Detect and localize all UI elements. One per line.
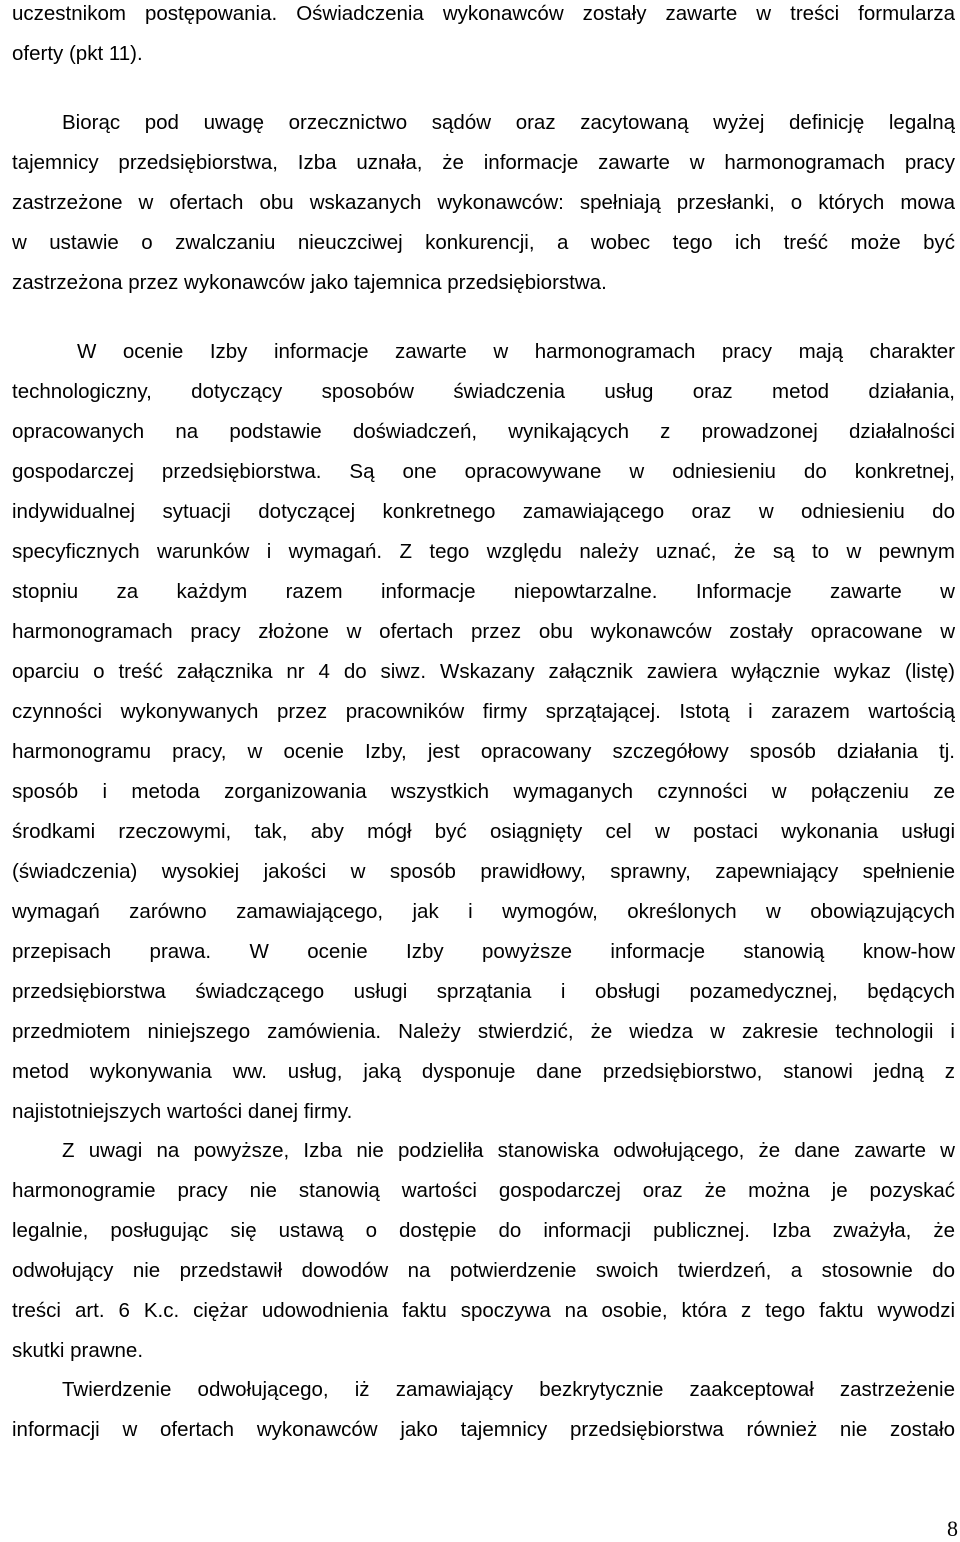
paragraph-line: skutki prawne. xyxy=(12,1339,144,1362)
paragraph-line: Biorąc pod uwagę orzecznictwo sądów oraz zacytowaną wyżej definicję legalną xyxy=(62,111,955,134)
paragraph-line: zastrzeżone w ofertach obu wskazanych wykonawców: spełniają przesłanki, o których mowa xyxy=(12,191,955,214)
paragraph-line: przedsiębiorstwa świadczącego usługi sprzątania i obsługi pozamedycznej, będących xyxy=(12,980,955,1003)
paragraph-line: opracowanych na podstawie doświadczeń, wynikających z prowadzonej działalności xyxy=(12,420,955,443)
paragraph-line: specyficznych warunków i wymagań. Z tego względu należy uznać, że są to w pewnym xyxy=(12,540,955,563)
paragraph-line: wymagań zarówno zamawiającego, jak i wymogów, określonych w obowiązujących xyxy=(12,900,955,923)
paragraph-line: czynności wykonywanych przez pracowników firmy sprzątającej. Istotą i zarazem wartością xyxy=(12,700,955,723)
paragraph-line: stopniu za każdym razem informacje niepowtarzalne. Informacje zawarte w xyxy=(12,580,955,603)
paragraph-line: indywidualnej sytuacji dotyczącej konkretnego zamawiającego oraz w odniesieniu do xyxy=(12,500,955,523)
paragraph-line: sposób i metoda zorganizowania wszystkich wymaganych czynności w połączeniu ze xyxy=(12,780,955,803)
paragraph-line: najistotniejszych wartości danej firmy. xyxy=(12,1100,353,1123)
paragraph-line: przedmiotem niniejszego zamówienia. Należy stwierdzić, że wiedza w zakresie technologii i xyxy=(12,1020,955,1043)
paragraph-line: zastrzeżona przez wykonawców jako tajemnica przedsiębiorstwa. xyxy=(12,271,607,294)
paragraph-line: (świadczenia) wysokiej jakości w sposób prawidłowy, sprawny, zapewniający spełnienie xyxy=(12,860,955,883)
paragraph-line: środkami rzeczowymi, tak, aby mógł być osiągnięty cel w postaci wykonania usługi xyxy=(12,820,955,843)
paragraph-line: legalnie, posługując się ustawą o dostępie do informacji publicznej. Izba zważyła, że xyxy=(12,1219,955,1242)
paragraph-line: metod wykonywania ww. usług, jaką dysponuje dane przedsiębiorstwo, stanowi jedną z xyxy=(12,1060,955,1083)
paragraph-line: informacji w ofertach wykonawców jako tajemnicy przedsiębiorstwa również nie zostało xyxy=(12,1418,955,1441)
paragraph-line: harmonogramu pracy, w ocenie Izby, jest opracowany szczegółowy sposób działania tj. xyxy=(12,740,955,763)
paragraph-line: harmonogramach pracy złożone w ofertach przez obu wykonawców zostały opracowane w xyxy=(12,620,955,643)
paragraph-line: technologiczny, dotyczący sposobów świadczenia usług oraz metod działania, xyxy=(12,380,955,403)
paragraph-line: oferty (pkt 11). xyxy=(12,42,143,65)
paragraph-line: przepisach prawa. W ocenie Izby powyższe informacje stanowią know-how xyxy=(12,940,955,963)
paragraph-line: harmonogramie pracy nie stanowią wartości gospodarczej oraz że można je pozyskać xyxy=(12,1179,955,1202)
paragraph-line: W ocenie Izby informacje zawarte w harmonogramach pracy mają charakter xyxy=(77,340,955,363)
paragraph-line: tajemnicy przedsiębiorstwa, Izba uznała, że informacje zawarte w harmonogramach pracy xyxy=(12,151,955,174)
paragraph-line: oparciu o treść załącznika nr 4 do siwz. Wskazany załącznik zawiera wyłącznie wykaz (listę) xyxy=(12,660,955,683)
paragraph-line: gospodarczej przedsiębiorstwa. Są one opracowywane w odniesieniu do konkretnej, xyxy=(12,460,955,483)
paragraph-line: w ustawie o zwalczaniu nieuczciwej konkurencji, a wobec tego ich treść może być xyxy=(12,231,955,254)
paragraph-line: treści art. 6 K.c. ciężar udowodnienia faktu spoczywa na osobie, która z tego faktu wywodzi xyxy=(12,1299,955,1322)
paragraph-line: Twierdzenie odwołującego, iż zamawiający bezkrytycznie zaakceptował zastrzeżenie xyxy=(62,1378,955,1401)
page-number: 8 xyxy=(947,1516,958,1541)
paragraph-line: Z uwagi na powyższe, Izba nie podzieliła stanowiska odwołującego, że dane zawarte w xyxy=(62,1139,955,1162)
paragraph-line: uczestnikom postępowania. Oświadczenia wykonawców zostały zawarte w treści formularza xyxy=(12,2,955,25)
paragraph-line: odwołujący nie przedstawił dowodów na potwierdzenie swoich twierdzeń, a stosownie do xyxy=(12,1259,955,1282)
